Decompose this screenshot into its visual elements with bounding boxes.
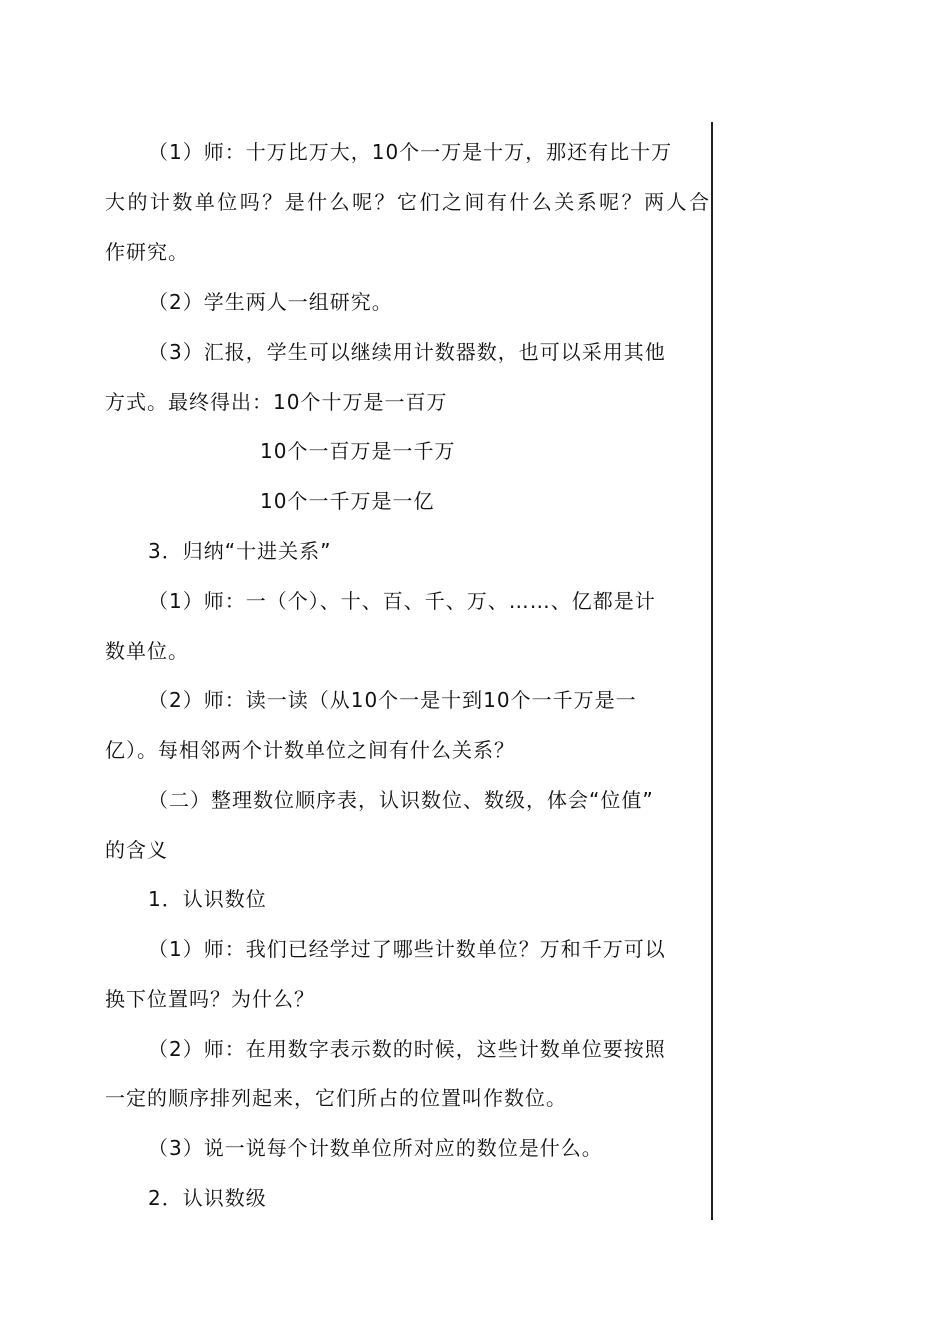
text-line: （1）师：十万比万大，10个一万是十万，那还有比十万 xyxy=(148,140,673,164)
text-line: 一定的顺序排列起来，它们所占的位置叫作数位。 xyxy=(105,1086,567,1110)
text-line: 方式。最终得出：10个十万是一百万 xyxy=(105,390,448,414)
text-line: （1）师：我们已经学过了哪些计数单位？万和千万可以 xyxy=(148,937,666,961)
text-line: 亿）。每相邻两个计数单位之间有什么关系？ xyxy=(105,738,515,762)
text-line: 大的计数单位吗？是什么呢？它们之间有什么关系呢？两人合 xyxy=(105,190,709,214)
text-line: 10个一百万是一千万 xyxy=(260,439,456,463)
table-right-border xyxy=(711,122,713,1220)
text-line: 作研究。 xyxy=(105,240,189,264)
text-line: （3）说一说每个计数单位所对应的数位是什么。 xyxy=(148,1136,603,1160)
text-line: 数单位。 xyxy=(105,639,189,663)
text-line: （2）师：读一读（从10个一是十到10个一千万是一 xyxy=(148,688,637,712)
section-heading: 3．归纳“十进关系” xyxy=(148,539,332,563)
text-line: （1）师：一（个）、十、百、千、万、……、亿都是计 xyxy=(148,589,656,613)
section-heading: 2．认识数级 xyxy=(148,1186,267,1210)
text-line: 10个一千万是一亿 xyxy=(260,489,435,513)
text-line: 的含义 xyxy=(105,838,168,862)
text-line: （2）师：在用数字表示数的时候，这些计数单位要按照 xyxy=(148,1037,666,1061)
section-heading: 1．认识数位 xyxy=(148,887,267,911)
text-line: （2）学生两人一组研究。 xyxy=(148,290,393,314)
section-heading: （二）整理数位顺序表，认识数位、数级，体会“位值” xyxy=(148,788,654,812)
text-line: 换下位置吗？为什么？ xyxy=(105,987,315,1011)
text-line: （3）汇报，学生可以继续用计数器数，也可以采用其他 xyxy=(148,340,666,364)
